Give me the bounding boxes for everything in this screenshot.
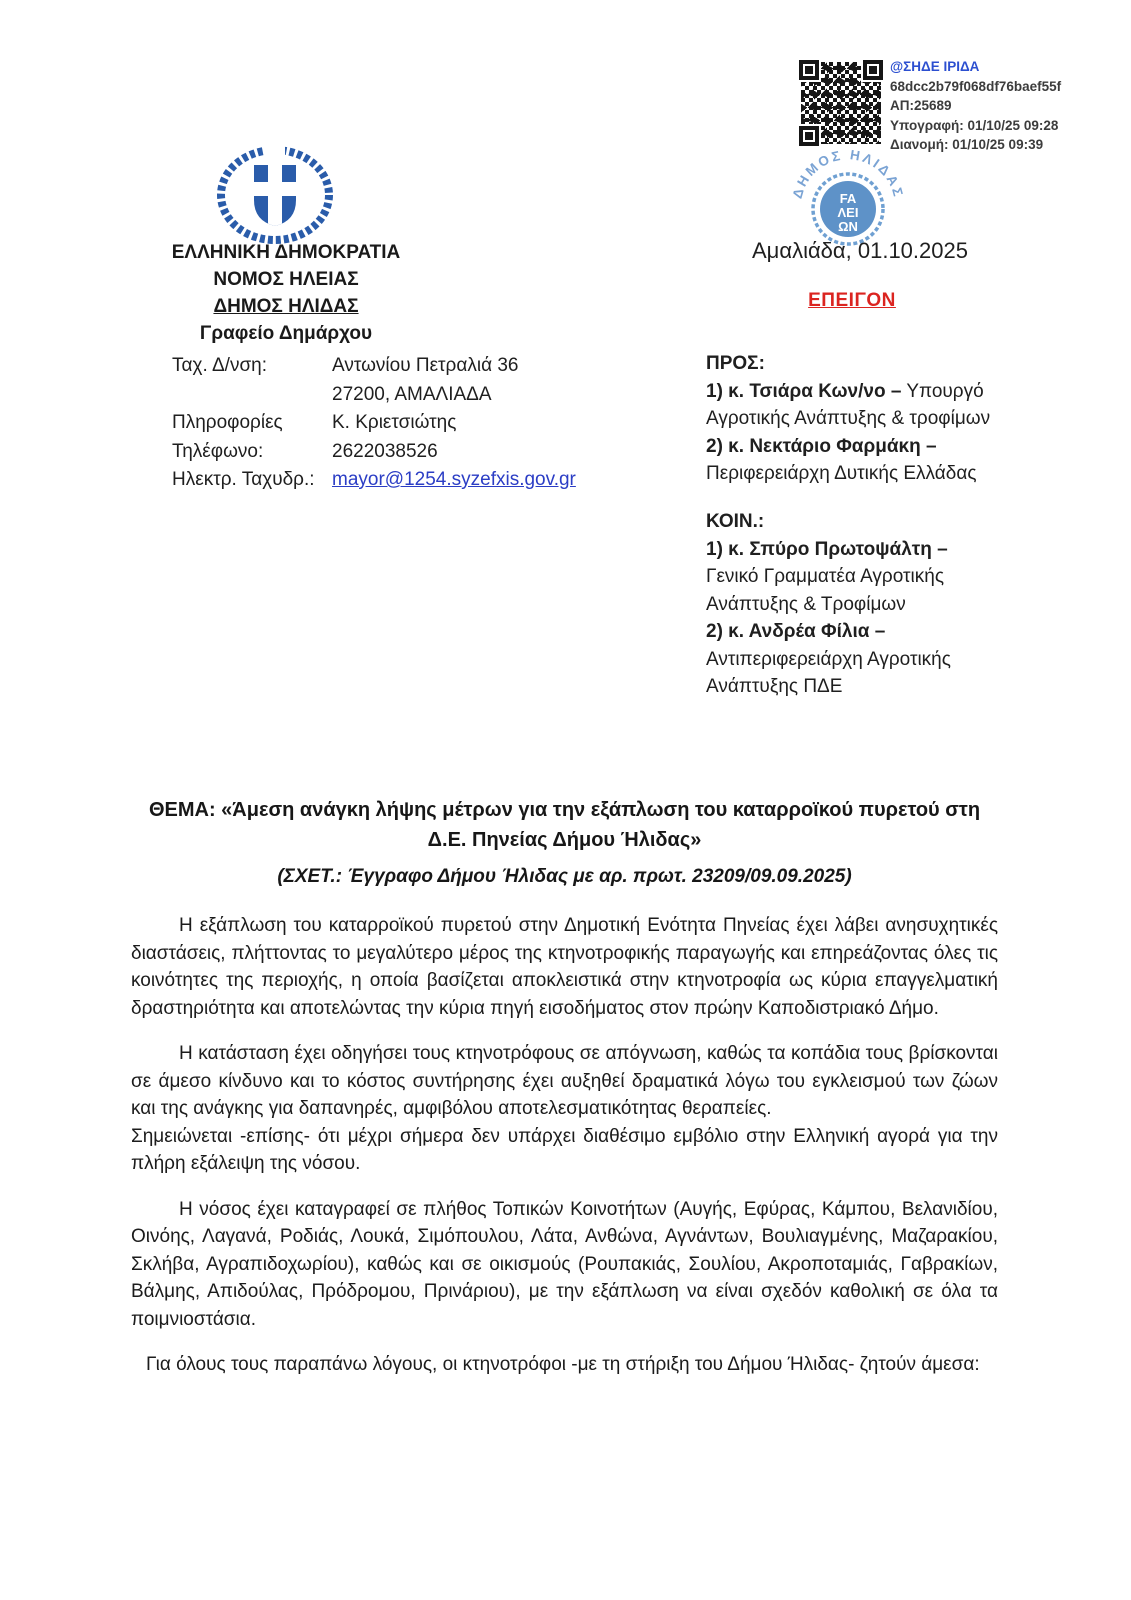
- recipients-cc: [706, 508, 1000, 701]
- sender-header: [131, 239, 441, 347]
- contact-email-link[interactable]: mayor@1254.syzefxis.gov.gr: [332, 469, 576, 490]
- iris-document-hash: 68dcc2b79f068df76baef55f: [890, 78, 1062, 94]
- cc-recipient-2: 2) κ. Ανδρέα Φίλια – Αντιπεριφερειάρχη Αγροτικής Ανάπτυξης ΠΔΕ: [706, 621, 951, 697]
- body-paragraph-3: Σημειώνεται -επίσης- ότι μέχρι σήμερα δεν υπάρχει διαθέσιμο εμβόλιο στην Ελληνική αγορά για την πλήρη εξάλειψη της νόσου.: [131, 1125, 998, 1174]
- reference-line: (ΣΧΕΤ.: Έγγραφο Δήμου Ήλιδας με αρ. πρωτ. 23209/09.09.2025): [277, 866, 852, 887]
- body-paragraph-5: Για όλους τους παραπάνω λόγους, οι κτηνοτρόφοι -με τη στήριξη του Δήμου Ήλιδας- ζητούν άμεσα:: [146, 1354, 980, 1375]
- municipality-seal: [788, 146, 908, 248]
- contact-info-value: Κ. Κριετσιώτης: [332, 412, 457, 433]
- org-line-municipality: ΔΗΜΟΣ ΗΛΙΔΑΣ: [213, 296, 359, 317]
- contact-address-label: Ταχ. Δ/νση:: [172, 355, 268, 376]
- recipients-to: [706, 350, 1000, 488]
- place-date: Αμαλιάδα, 01.10.2025: [752, 238, 968, 263]
- contact-details: [172, 352, 576, 495]
- contact-phone-label: Τηλέφωνο:: [172, 440, 264, 462]
- contact-address-value: Αντωνίου Πετραλιά 36: [332, 355, 519, 376]
- body-paragraph-1: Η εξάπλωση του καταρροϊκού πυρετού στην Δημοτική Ενότητα Πηνείας έχει λάβει ανησυχητικές διαστάσεις, πλήττοντας το μεγαλύτερο μέρος της κτηνοτροφικής παραγωγής και επηρεάζοντας όλες τις κοινότητες της περιοχής, η οποία βασίζεται αποκλειστικά στην κτηνοτροφία ως κύρια επαγγελματική δραστηριότητα και αποτελώντας την κύρια πηγή εισοδήματος στον πρώην Καποδιστριακό Δήμο.: [131, 915, 998, 1019]
- to-recipient-1: 1) κ. Τσιάρα Κων/νο – Υπουργό Αγροτικής Ανάπτυξης & τροφίμων: [706, 380, 991, 429]
- seal-coin-line-3: ΩΝ: [838, 219, 858, 234]
- contact-info-label: Πληροφορίες: [172, 412, 283, 433]
- letter-body: [131, 912, 998, 1379]
- org-line-prefecture: ΝΟΜΟΣ ΗΛΕΙΑΣ: [213, 269, 359, 290]
- subject-line: ΘΕΜΑ: «Άμεση ανάγκη λήψης μέτρων για την εξάπλωση του καταρροϊκού πυρετού στη Δ.Ε. Πηνείας Δήμου Ήλιδας»: [148, 799, 981, 851]
- hellenic-coat-of-arms-icon: [216, 144, 334, 248]
- contact-email-label: Ηλεκτρ. Ταχυδρ.:: [172, 469, 315, 490]
- iris-distribution-timestamp: Διανομή: 01/10/25 09:39: [890, 137, 1044, 152]
- org-line-republic: ΕΛΛΗΝΙΚΗ ΔΗΜΟΚΡΑΤΙΑ: [171, 242, 401, 263]
- org-line-office: Γραφείο Δημάρχου: [199, 323, 373, 344]
- cc-recipient-1: 1) κ. Σπύρο Πρωτοψάλτη – Γενικό Γραμματέα Αγροτικής Ανάπτυξης & Τροφίμων: [706, 538, 948, 615]
- seal-coin-line-2: ΛΕΙ: [837, 205, 859, 220]
- qr-finder-top-right: [863, 60, 883, 80]
- contact-phone-value: 2622038526: [332, 440, 438, 462]
- to-label: ΠΡΟΣ:: [706, 353, 765, 374]
- seal-coin-line-1: FA: [839, 191, 857, 206]
- contact-city-value: 27200, ΑΜΑΛΙΑΔΑ: [332, 383, 492, 405]
- qr-finder-top-left: [799, 60, 819, 80]
- iris-stamp: [890, 57, 1061, 155]
- body-paragraph-2: Η κατάσταση έχει οδηγήσει τους κτηνοτρόφους σε απόγνωση, καθώς τα κοπάδια τους βρίσκονται σε άμεσο κίνδυνο και το κόστος συντήρησης έχει αυξηθεί δραματικά λόγω του εγκλεισμού των ζώων και της ανάγκης για δαπανηρές, αμφιβόλου αποτελεσματικότητας θεραπείες.: [131, 1043, 998, 1119]
- iris-system-label: @ΣΗΔΕ ΙΡΙΔΑ: [890, 59, 980, 74]
- qr-code-icon: [799, 60, 883, 146]
- cc-label: ΚΟΙΝ.:: [706, 511, 765, 532]
- iris-signature-timestamp: Υπογραφή: 01/10/25 09:28: [890, 117, 1059, 133]
- iris-protocol-number: ΑΠ:25689: [890, 98, 952, 113]
- urgency-badge: ΕΠΕΙΓΟΝ: [808, 290, 896, 311]
- seal-arc-text: ΔΗΜΟΣ ΗΛΙΔΑΣ: [789, 147, 907, 201]
- to-recipient-2: 2) κ. Νεκτάριο Φαρμάκη – Περιφερειάρχη Δυτικής Ελλάδας: [706, 435, 977, 484]
- contact-city-label: [172, 381, 332, 410]
- qr-finder-bottom-left: [799, 126, 819, 146]
- body-paragraph-4: Η νόσος έχει καταγραφεί σε πλήθος Τοπικών Κοινοτήτων (Αυγής, Εφύρας, Κάμπου, Βελανιδίου, Οινόης, Λαγανά, Ροδιάς, Λουκά, Σιμόπουλου, Λάτα, Ανθώνα, Αγνάντων, Βουλιαγμένης, Μαζαρακίου, Σκλήβα, Αγραπιδοχωρίου), καθώς και σε οικισμούς (Ρουπακιάς, Σουλίου, Ακροποταμιάς, Γαβρακίων, Βάλμης, Απιδούλας, Πρόδρομου, Πρινάριου), με την εξάπλωση να είναι σχεδόν καθολική σε όλα τα ποιμνιοστάσια.: [131, 1198, 998, 1330]
